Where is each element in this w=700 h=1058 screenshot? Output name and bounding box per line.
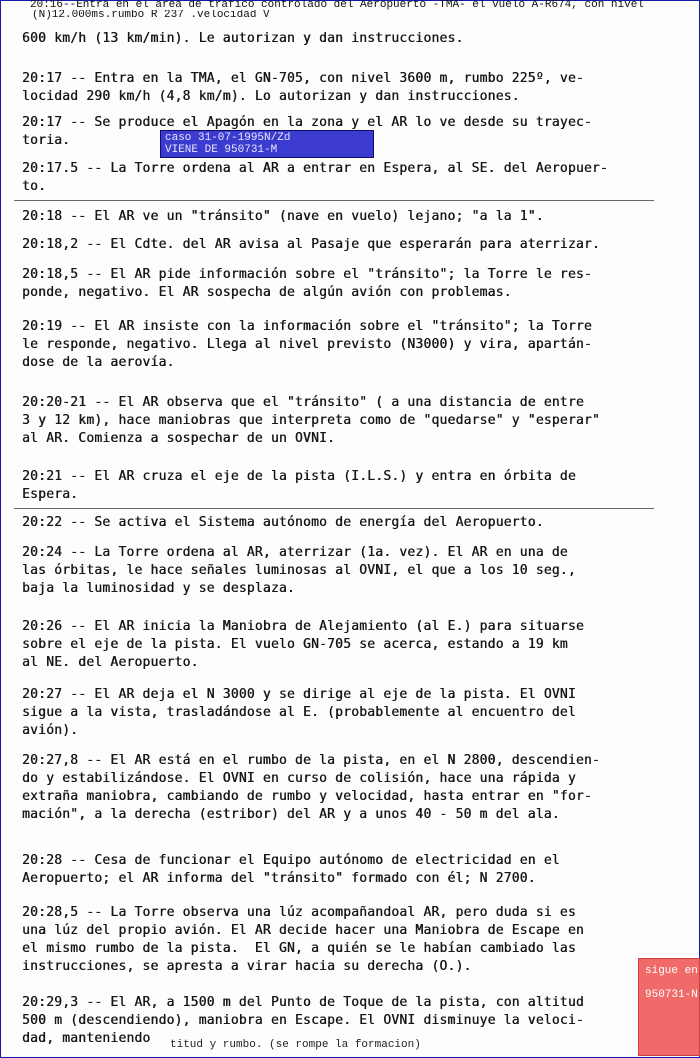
log-entry: 20:28 -- Cesa de funcionar el Equipo autónomo de electricidad en el Aeropuerto; el AR informa del "tránsito" formado con él; N 2700. [22,853,560,886]
log-entry: 20:26 -- El AR inicia la Maniobra de Alejamiento (al E.) para situarse sobre el eje de la pista. El vuelo GN-705 se acerca, estando a 19 km al NE. del Aeropuerto. [22,619,584,670]
log-entry: 20:17.5 -- La Torre ordena al AR a entrar en Espera, al SE. del Aeropuer- to. [22,161,608,194]
log-entry: 20:27,8 -- El AR está en el rumbo de la pista, en el N 2800, descendien- do y estabilizándose. El OVNI en curso de colisión, hace una rápida y extraña maniobra, cambiando de rumbo y velocidad, hasta entrar en "for- mación", a la derecha (estribor) del AR y a unos 40 - 50 m del ala. [22,753,600,822]
log-entry: 20:18,5 -- El AR pide información sobre el "tránsito"; la Torre le res- ponde, negativo. El AR sospecha de algún avión con problemas. [22,267,592,300]
log-entry: 20:17 -- Entra en la TMA, el GN-705, con nivel 3600 m, rumbo 225º, ve- locidad 290 km/h (4,8 km/m). Lo autorizan y dan instrucciones. [22,71,584,104]
log-entry: 20:17 -- Se produce el Apagón en la zona y el AR lo ve desde su trayec- toria. [22,115,592,148]
continue-target: 950731-N [645,989,698,1001]
log-entry: 20:18,2 -- El Cdte. del AR avisa al Pasaje que esperarán para aterrizar. [22,237,600,252]
log-entry: 600 km/h (13 km/min). Le autorizan y dan instrucciones. [22,31,464,46]
log-entry: 20:19 -- El AR insiste con la información sobre el "tránsito"; la Torre le responde, negativo. Llega al nivel previsto (N3000) y vira, apartán- dose de la aerovía. [22,319,592,370]
log-entry: 20:18 -- El AR ve un "tránsito" (nave en vuelo) lejano; "a la 1". [22,209,544,224]
log-entry: 20:20-21 -- El AR observa que el "tránsito" ( a una distancia de entre 3 y 12 km), hace maniobras que interpreta como de "quedarse" y "esperar" al AR. Comienza a sospechar de un OVNI. [22,395,600,446]
divider [14,508,654,509]
log-entry: 20:24 -- La Torre ordena al AR, aterrizar (1a. vez). El AR en una de las órbitas, le hace señales luminosas al OVNI, el que a los 10 seg., baja la luminosidad y se desplaza. [22,545,576,596]
footnote-overlay: titud y rumbo. (se rompe la formacion) [170,1039,421,1051]
stamp-origin-label: VIENE DE 950731-M [165,144,278,156]
stamp-case-label: caso 31-07-1995N/Zd [165,132,291,144]
continue-reference-box[interactable] [638,958,700,1056]
log-entry: 20:27 -- El AR deja el N 3000 y se dirige al eje de la pista. El OVNI sigue a la vista, trasladándose al E. (probablemente al encuentro del avión). [22,687,576,738]
log-entry: 20:28,5 -- La Torre observa una lúz acompañandoal AR, pero duda si es una lúz del propio avión. El AR decide hacer una Maniobra de Escape en el mismo rumbo de la pista. El GN, a quién se le habían cambiado las instrucciones, se apresta a virar hacia su derecha (O.). [22,905,584,974]
case-reference-stamp [160,130,374,158]
page-header [30,0,698,20]
log-entry: 20:21 -- El AR cruza el eje de la pista (I.L.S.) y entra en órbita de Espera. [22,469,576,502]
log-entry: 20:22 -- Se activa el Sistema autónomo de energía del Aeropuerto. [22,515,544,530]
divider [14,200,654,201]
header-line-1: 20:16--Entra en el area de trafico controlado del Aeropuerto -TMA- el vuelo A-R674, con nivel [30,0,644,10]
log-entry: 20:29,3 -- El AR, a 1500 m del Punto de Toque de la pista, con altitud 500 m (descendiendo), maniobra en Escape. El OVNI disminuye la veloci- dad, manteniendo [22,995,584,1046]
continue-label: sigue en [645,965,698,977]
header-line-2: (N)12.000ms.rumbo R 237 .velocidad V [32,10,270,20]
